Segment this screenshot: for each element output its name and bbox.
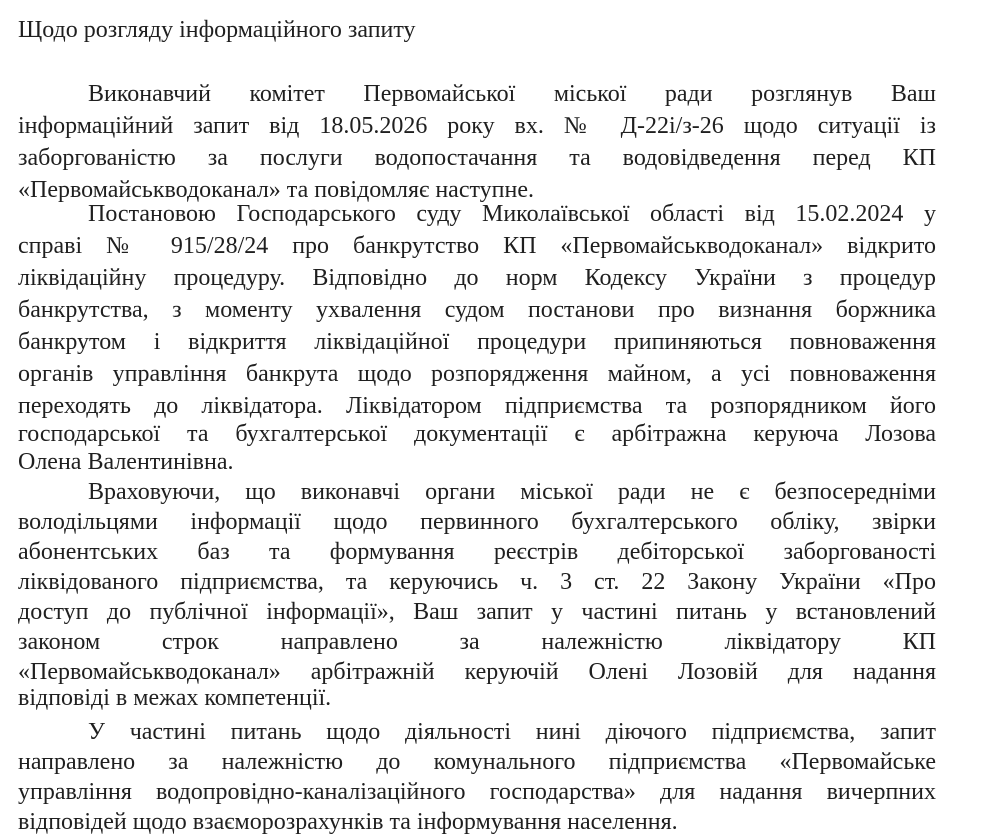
text-line: Олена Валентинівна.: [18, 449, 234, 475]
text-line: справі № 915/28/24 про банкрутство КП «Первомайськводоканал» відкрито: [18, 233, 936, 259]
text-line: відповідей щодо взаєморозрахунків та інформування населення.: [18, 809, 678, 835]
text-line: ліквідованого підприємства, та керуючись ч. 3 ст. 22 Закону України «Про: [18, 569, 936, 595]
text-line: володільцями інформації щодо первинного бухгалтерського обліку, звірки: [18, 509, 936, 535]
text-line: У частині питань щодо діяльності нині діючого підприємства, запит: [88, 719, 936, 745]
text-line: переходять до ліквідатора. Ліквідатором підприємства та розпорядником його: [18, 393, 936, 419]
text-line: Постановою Господарського суду Миколаївської області від 15.02.2024 у: [88, 201, 936, 227]
text-line: доступ до публічної інформації», Ваш запит у частині питань у встановлений: [18, 599, 936, 625]
text-line: органів управління банкрута щодо розпорядження майном, а усі повноваження: [18, 361, 936, 387]
text-line: Враховуючи, що виконавчі органи міської ради не є безпосередніми: [88, 479, 936, 505]
text-line: законом строк направлено за належністю ліквідатору КП: [18, 629, 936, 655]
text-line: абонентських баз та формування реєстрів дебіторської заборгованості: [18, 539, 936, 565]
text-line: «Первомайськводоканал» арбітражній керуючій Олені Лозовій для надання: [18, 659, 936, 685]
text-line: банкрутства, з моменту ухвалення судом постанови про визнання боржника: [18, 297, 936, 323]
text-line: направлено за належністю до комунального підприємства «Первомайське: [18, 749, 936, 775]
document-subject: Щодо розгляду інформаційного запиту: [18, 17, 416, 43]
text-line: інформаційний запит від 18.05.2026 року вх. № Д-22і/з-26 щодо ситуації із: [18, 113, 936, 139]
text-line: банкрутом і відкриття ліквідаційної процедури припиняються повноваження: [18, 329, 936, 355]
text-line: ліквідаційну процедуру. Відповідно до норм Кодексу України з процедур: [18, 265, 936, 291]
text-line: господарської та бухгалтерської документації є арбітражна керуюча Лозова: [18, 421, 936, 447]
text-line: заборгованістю за послуги водопостачання та водовідведення перед КП: [18, 145, 936, 171]
text-line: відповіді в межах компетенції.: [18, 685, 332, 711]
text-line: Виконавчий комітет Первомайської міської ради розглянув Ваш: [88, 81, 936, 107]
text-line: управління водопровідно-каналізаційного господарства» для надання вичерпних: [18, 779, 936, 805]
text-line: «Первомайськводоканал» та повідомляє наступне.: [18, 177, 534, 203]
